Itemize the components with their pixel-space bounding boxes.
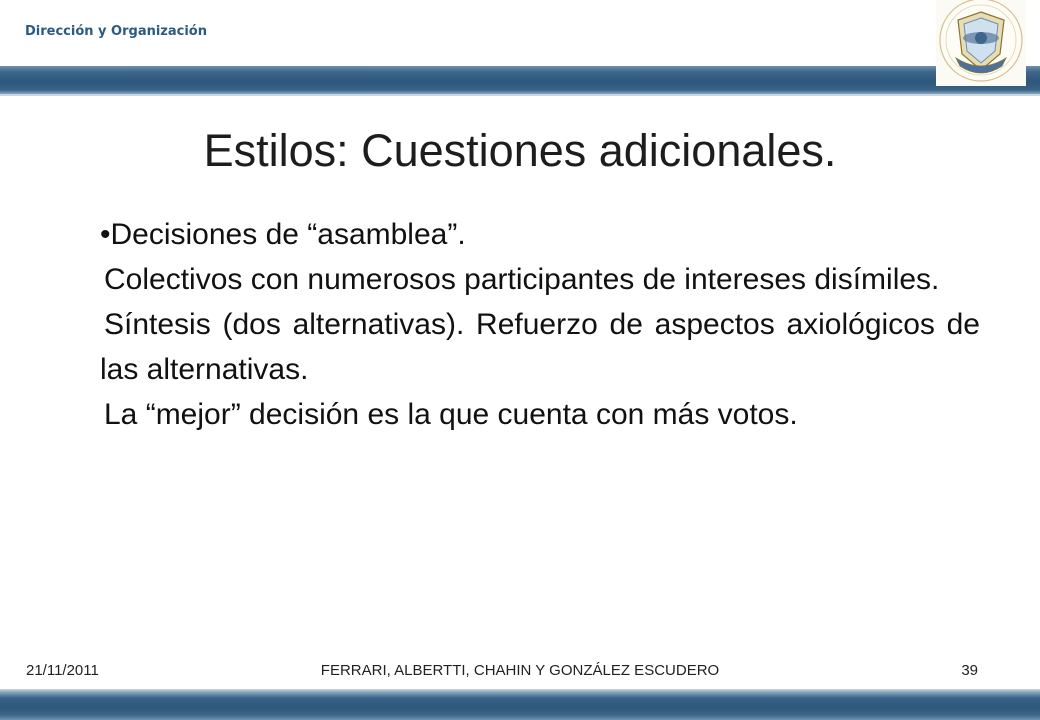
body-paragraph: Colectivos con numerosos participantes de intereses disímiles.: [104, 263, 940, 296]
footer-authors: FERRARI, ALBERTTI, CHAHIN Y GONZÁLEZ ESCUDERO: [320, 662, 720, 679]
institution-logo: [936, 0, 1026, 86]
footer-page-number: 39: [961, 662, 978, 679]
bottom-band: [0, 689, 1040, 720]
top-band-line: [0, 94, 1040, 96]
bullet-heading: •Decisiones de “asamblea”.: [100, 218, 466, 251]
top-band: [0, 66, 1040, 94]
body-paragraph: Síntesis (dos alternativas). Refuerzo de aspectos axiológicos de las alternativas.: [100, 308, 980, 386]
slide-body: [100, 212, 980, 437]
header-org-text: Dirección y Organización: [25, 24, 207, 39]
body-paragraph: La “mejor” decisión es la que cuenta con más votos.: [104, 398, 798, 431]
footer-date: 21/11/2011: [26, 662, 99, 679]
slide-title: Estilos: Cuestiones adicionales.: [203, 125, 837, 176]
